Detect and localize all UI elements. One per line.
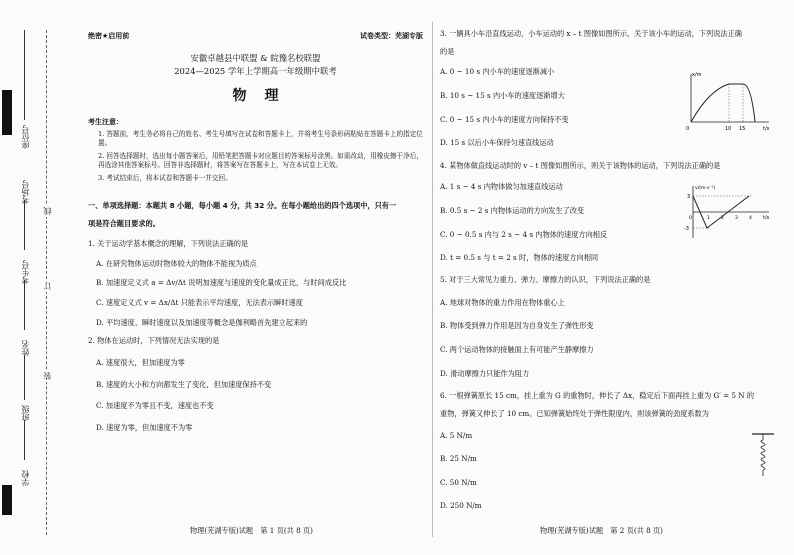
secret-label: 绝密★启用前 xyxy=(88,32,130,40)
fill-line xyxy=(24,200,25,250)
question-1 xyxy=(88,240,423,327)
option-c: C. 50 N/m xyxy=(440,477,477,487)
tick-label: 15 xyxy=(739,126,746,132)
fill-line xyxy=(24,280,25,330)
x-tick: 2 xyxy=(721,216,724,221)
x-tick: 3 xyxy=(735,216,738,221)
title-alliance: 安徽卓越县中联盟 & 皖豫名校联盟 xyxy=(190,53,321,64)
y-axis-label: v/(m·s⁻¹) xyxy=(695,186,716,191)
option-c: C. 加速度不为零且不变，速度也不变 xyxy=(96,401,214,411)
y-axis-label: x/m xyxy=(692,72,702,78)
cut-mark: 装 xyxy=(43,372,52,380)
question-stem: 1. 关于运动学基本概念的理解，下列说法正确的是 xyxy=(88,239,249,249)
option-a: A. 0 ~ 10 s 内小车的速度逐渐减小 xyxy=(440,67,555,77)
x-tick: 0 xyxy=(689,216,692,221)
cut-mark: 线 xyxy=(43,207,52,215)
title-exam: 2024—2025 学年上学期高一年级期中联考 xyxy=(174,66,337,77)
footer-page-2: 物理(芜湖专版)试题 第 2 页(共 8 页) xyxy=(540,526,663,535)
label-candidate-number: 考生号 xyxy=(21,260,30,284)
option-a: A. 地球对物体的重力作用在物体重心上 xyxy=(440,297,565,307)
tick-label: 0 xyxy=(686,126,690,132)
section-heading-line: 一、单项选择题：本题共 8 小题，每小题 4 分，共 32 分。在每小题给出的四个选项中，只有一 xyxy=(88,201,397,211)
option-c: C. 0 ~ 15 s 内小车的速度方向保持不变 xyxy=(440,114,569,124)
option-d: D. 15 s 以后小车保持匀速直线运动 xyxy=(440,138,554,148)
paper-type: 试卷类型：芜湖专版 xyxy=(360,32,423,40)
option-d: D. 平均速度、瞬时速度以及加速度等概念是伽利略首先建立起来的 xyxy=(96,317,308,327)
label-name: 姓名 xyxy=(21,340,30,356)
option-a: A. 5 N/m xyxy=(440,430,473,440)
option-d: D. 250 N/m xyxy=(440,501,482,511)
x-axis-label: t/s xyxy=(763,215,770,221)
option-b: B. 25 N/m xyxy=(440,454,477,464)
x-tick: 4 xyxy=(749,216,752,221)
x-tick: 1 xyxy=(707,216,710,221)
option-d: D. 滑动摩擦力只能作为阻力 xyxy=(440,368,530,378)
binding-mark xyxy=(2,485,12,515)
option-c: C. 速度定义式 v = Δx/Δt 只能表示平均速度，无法表示瞬时速度 xyxy=(96,297,303,307)
option-c: C. 0 ~ 0.5 s 内与 2 s ~ 4 s 内物体的速度方向相反 xyxy=(440,229,608,239)
fill-line xyxy=(24,355,25,400)
option-a: A. 在研究物体运动时物体较大的物体不能视为质点 xyxy=(96,258,257,268)
subject-title: 物理 xyxy=(232,87,297,104)
y-tick: -3 xyxy=(684,226,689,232)
note-item: 3. 考试结束后，将本试卷和答题卡一并交回。 xyxy=(98,173,232,182)
fill-line xyxy=(24,420,25,460)
option-b: B. 0.5 s ~ 2 s 内物体运动的方向发生了改变 xyxy=(440,206,585,216)
cut-mark: 订 xyxy=(43,282,52,290)
question-stem-cont: 的是 xyxy=(440,46,455,56)
question-stem-cont: 重物，弹簧又伸长了 10 cm。已知弹簧始终处于弹性限度内，则该弹簧的劲度系数为 xyxy=(440,408,709,418)
xt-curve xyxy=(691,84,755,122)
fill-line xyxy=(24,30,25,120)
section-heading xyxy=(88,197,423,232)
option-b: B. 10 s ~ 15 s 内小车的速度逐渐增大 xyxy=(440,90,565,100)
question-stem: 3. 一辆具小车沿直线运动，小车运动的 x – t 图像如图所示，关于该小车的运动，下列说法正确 xyxy=(440,29,742,38)
label-exam-room: 考场号 xyxy=(21,180,30,204)
question-6 xyxy=(440,392,780,511)
label-school: 学校 xyxy=(21,470,30,486)
option-b: B. 速度的大小和方向都发生了变化，但加速度保持不变 xyxy=(96,379,272,389)
option-b: B. 加速度定义式 a = Δv/Δt 说明加速度与速度的变化量成正比，与时间成反比 xyxy=(96,278,347,288)
x-axis-label: t/s xyxy=(763,126,770,132)
column-divider xyxy=(432,22,433,537)
option-a: A. 1 s ~ 4 s 内物体做匀加速直线运动 xyxy=(440,182,563,192)
question-stem: 2. 物体在运动时，下列情况无法实现的是 xyxy=(88,336,220,346)
footer-page-1: 物理(芜湖专版)试题 第 1 页(共 8 页) xyxy=(190,526,313,535)
question-stem: 5. 对于三大常见力重力、弹力、摩擦力的认识，下列说法正确的是 xyxy=(440,275,651,285)
option-a: A. 速度很大，但加速度为零 xyxy=(96,357,185,367)
question-2 xyxy=(88,337,423,432)
binding-mark xyxy=(2,90,12,135)
note-item: 2. 回答选择题时，选出每小题答案后，用铅笔把答题卡对应题目的答案标号涂黑。如需改动，用橡皮擦干净后，再选涂其他答案标号。回答非选择题时，将答案写在答题卡上，写在本试卷上无效。 xyxy=(98,151,423,170)
question-5 xyxy=(440,276,780,378)
y-tick: 3 xyxy=(687,194,691,200)
option-d: D. t = 0.5 s 与 t = 2 s 时，物体的速度方向相同 xyxy=(440,253,599,263)
xt-graph xyxy=(683,70,773,132)
question-stem: 4. 某物体做直线运动时的 v – t 图像如图所示，则关于该物体的运动，下列说法正确的是 xyxy=(440,160,721,170)
left-column xyxy=(88,32,423,432)
notes-heading: 考生注意： xyxy=(88,118,123,127)
vt-graph xyxy=(683,182,773,242)
option-d: D. 速度为零，但加速度不为零 xyxy=(96,422,193,432)
label-seat-number: 座位号 xyxy=(21,125,30,149)
question-stem: 6. 一根弹簧原长 15 cm，挂上重为 G 的重物时，伸长了 Δx，稳定后下面再挂上重为 G′ = 5 N 的 xyxy=(440,391,755,401)
tick-label: 10 xyxy=(725,126,732,132)
spring-coil xyxy=(761,440,765,470)
binding-strip xyxy=(0,0,80,555)
option-c: C. 两个运动物体的接触面上有可能产生静摩擦力 xyxy=(440,344,594,354)
option-b: B. 物体受到弹力作用是因为自身发生了弹性形变 xyxy=(440,321,594,331)
spring-illustration xyxy=(752,432,774,482)
label-class: 班级 xyxy=(21,405,30,421)
page-header xyxy=(88,32,423,40)
note-item: 1. 答题前，考生务必将自己的姓名、考生号填写在试卷和答题卡上，并将考生号条形码粘贴在答题卡上的指定位置。 xyxy=(98,129,423,148)
section-heading-line: 项是符合题目要求的。 xyxy=(88,218,160,228)
